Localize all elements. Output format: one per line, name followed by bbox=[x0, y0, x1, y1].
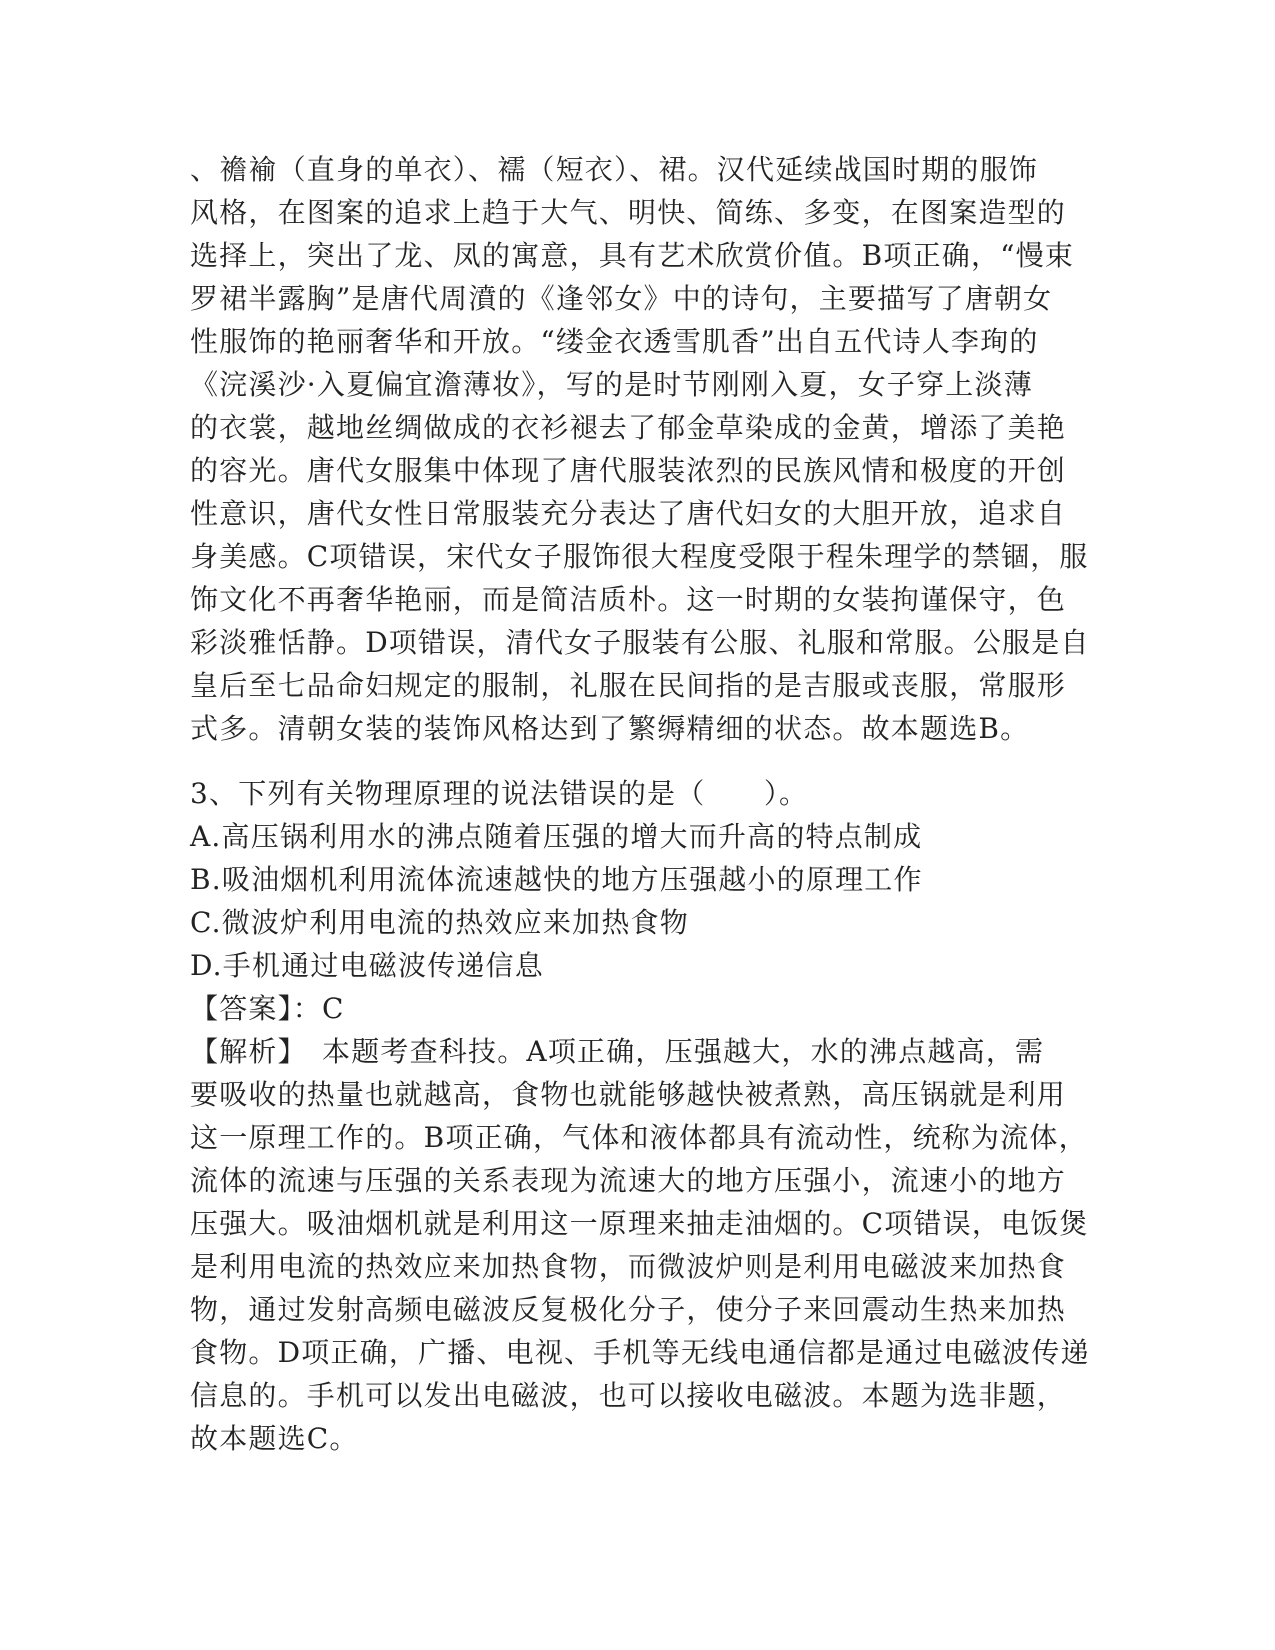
text-line: 选择上，突出了龙、凤的寓意，具有艺术欣赏价值。B项正确，“慢束 bbox=[190, 239, 1075, 272]
text-line: 的衣裳，越地丝绸做成的衣衫褪去了郁金草染成的金黄，增添了美艳 bbox=[190, 411, 1067, 444]
text-line: 信息的。手机可以发出电磁波，也可以接收电磁波。本题为选非题， bbox=[190, 1379, 1067, 1412]
text-line: 《浣溪沙·入夏偏宜澹薄妆》，写的是时节刚刚入夏，女子穿上淡薄 bbox=[190, 368, 1033, 401]
explanation bbox=[190, 1030, 1090, 1460]
spacer bbox=[190, 750, 1090, 772]
text-line: 身美感。C项错误，宋代女子服饰很大程度受限于程朱理学的禁锢，服 bbox=[190, 540, 1089, 573]
previous-explanation bbox=[190, 148, 1090, 750]
text-line: 故本题选C。 bbox=[190, 1422, 359, 1455]
text-line: 皇后至七品命妇规定的服制，礼服在民间指的是吉服或丧服，常服形 bbox=[190, 669, 1067, 702]
option-c: C.微波炉利用电流的热效应来加热食物 bbox=[190, 906, 689, 939]
text-line: 、襜褕（直身的单衣）、襦（短衣）、裙。汉代延续战国时期的服饰 bbox=[190, 153, 1039, 186]
option-a: A.高压锅利用水的沸点随着压强的增大而升高的特点制成 bbox=[190, 820, 923, 853]
text-line: 流体的流速与压强的关系表现为流速大的地方压强小，流速小的地方 bbox=[190, 1164, 1067, 1197]
option-d: D.手机通过电磁波传递信息 bbox=[190, 949, 544, 982]
document-page bbox=[190, 148, 1090, 1460]
text-line: 这一原理工作的。B项正确，气体和液体都具有流动性，统称为流体， bbox=[190, 1121, 1088, 1154]
text-line: 要吸收的热量也就越高，食物也就能够越快被煮熟，高压锅就是利用 bbox=[190, 1078, 1067, 1111]
answer-line: 【答案】：C bbox=[190, 992, 345, 1025]
option-b: B.吸油烟机利用流体流速越快的地方压强越小的原理工作 bbox=[190, 863, 923, 896]
text-line: 饰文化不再奢华艳丽，而是简洁质朴。这一时期的女装拘谨保守，色 bbox=[190, 583, 1067, 616]
text-line: 的容光。唐代女服集中体现了唐代服装浓烈的民族风情和极度的开创 bbox=[190, 454, 1067, 487]
text-line: 彩淡雅恬静。D项错误，清代女子服装有公服、礼服和常服。公服是自 bbox=[190, 626, 1090, 659]
text-line: 性服饰的艳丽奢华和开放。“缕金衣透雪肌香”出自五代诗人李珣的 bbox=[190, 325, 1039, 358]
text-line: 罗裙半露胸”是唐代周濆的《逢邻女》中的诗句，主要描写了唐朝女 bbox=[190, 282, 1053, 315]
text-line: 风格，在图案的追求上趋于大气、明快、简练、多变，在图案造型的 bbox=[190, 196, 1067, 229]
text-line: 【解析】 本题考查科技。A项正确，压强越大，水的沸点越高，需 bbox=[190, 1035, 1045, 1068]
text-line: 式多。清朝女装的装饰风格达到了繁缛精细的状态。故本题选B。 bbox=[190, 712, 1030, 745]
text-line: 物，通过发射高频电磁波反复极化分子，使分子来回震动生热来加热 bbox=[190, 1293, 1067, 1326]
text-line: 性意识，唐代女性日常服装充分表达了唐代妇女的大胆开放，追求自 bbox=[190, 497, 1067, 530]
question-block bbox=[190, 772, 1090, 1460]
text-line: 压强大。吸油烟机就是利用这一原理来抽走油烟的。C项错误，电饭煲 bbox=[190, 1207, 1089, 1240]
text-line: 食物。D项正确，广播、电视、手机等无线电通信都是通过电磁波传递 bbox=[190, 1336, 1090, 1369]
text-line: 是利用电流的热效应来加热食物，而微波炉则是利用电磁波来加热食 bbox=[190, 1250, 1067, 1283]
question-stem: 3、下列有关物理原理的说法错误的是（ ）。 bbox=[190, 777, 809, 810]
